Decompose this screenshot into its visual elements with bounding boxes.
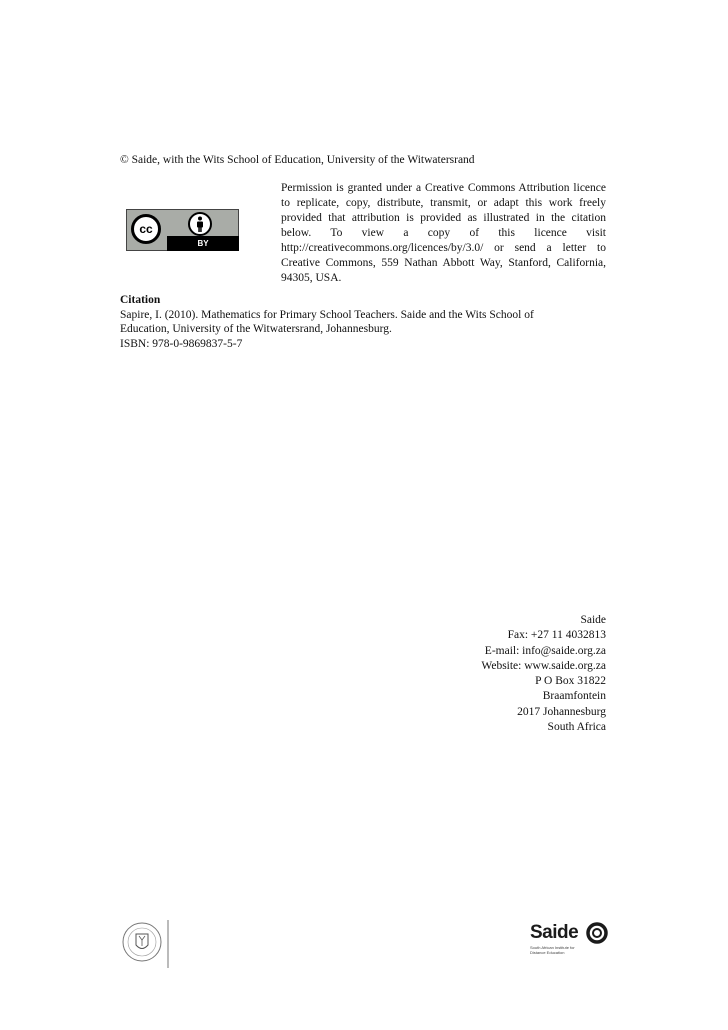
creative-commons-badge[interactable] bbox=[126, 209, 239, 251]
contact-email: E-mail: info@saide.org.za bbox=[484, 644, 606, 657]
contact-name: Saide bbox=[580, 614, 606, 626]
university-crest-icon bbox=[120, 916, 180, 972]
attribution-person-icon bbox=[188, 212, 212, 236]
contact-country: South Africa bbox=[547, 721, 606, 734]
contact-fax: Fax: +27 11 4032813 bbox=[507, 629, 606, 642]
contact-po-box: P O Box 31822 bbox=[535, 675, 606, 688]
citation-block bbox=[120, 293, 600, 351]
permission-paragraph: Permission is granted under a Creative Commons Attribution licence to replicate, copy, distribute, transmit, or adapt this work freely provided that attribution is provided as illustrated in the citation below. To view a copy of this licence visit http://creativecommons.org/licences/by/3.0/ or send a letter to Creative Commons, 559 Nathan Abbott Way, Stanford, California, 94305, USA. bbox=[281, 182, 606, 284]
contact-suburb: Braamfontein bbox=[542, 690, 606, 703]
saide-ring-icon bbox=[586, 922, 608, 944]
citation-line: Education, University of the Witwatersrand, Johannesburg. bbox=[120, 323, 392, 335]
contact-city: 2017 Johannesburg bbox=[517, 705, 606, 718]
isbn: ISBN: 978-0-9869837-5-7 bbox=[120, 337, 243, 350]
copyright-notice: © Saide, with the Wits School of Education, University of the Witwatersrand bbox=[120, 154, 475, 166]
contact-website: Website: www.saide.org.za bbox=[481, 659, 606, 672]
citation-heading: Citation bbox=[120, 294, 161, 306]
contact-address-block bbox=[306, 613, 606, 735]
saide-wordmark: Saide bbox=[530, 922, 579, 943]
citation-line: Sapire, I. (2010). Mathematics for Primary School Teachers. Saide and the Wits School of bbox=[120, 308, 534, 321]
cc-icon: cc bbox=[131, 214, 161, 244]
saide-logo bbox=[530, 920, 610, 960]
by-label: BY bbox=[197, 239, 209, 248]
saide-tagline: South African Institute for Distance Education bbox=[530, 945, 575, 955]
